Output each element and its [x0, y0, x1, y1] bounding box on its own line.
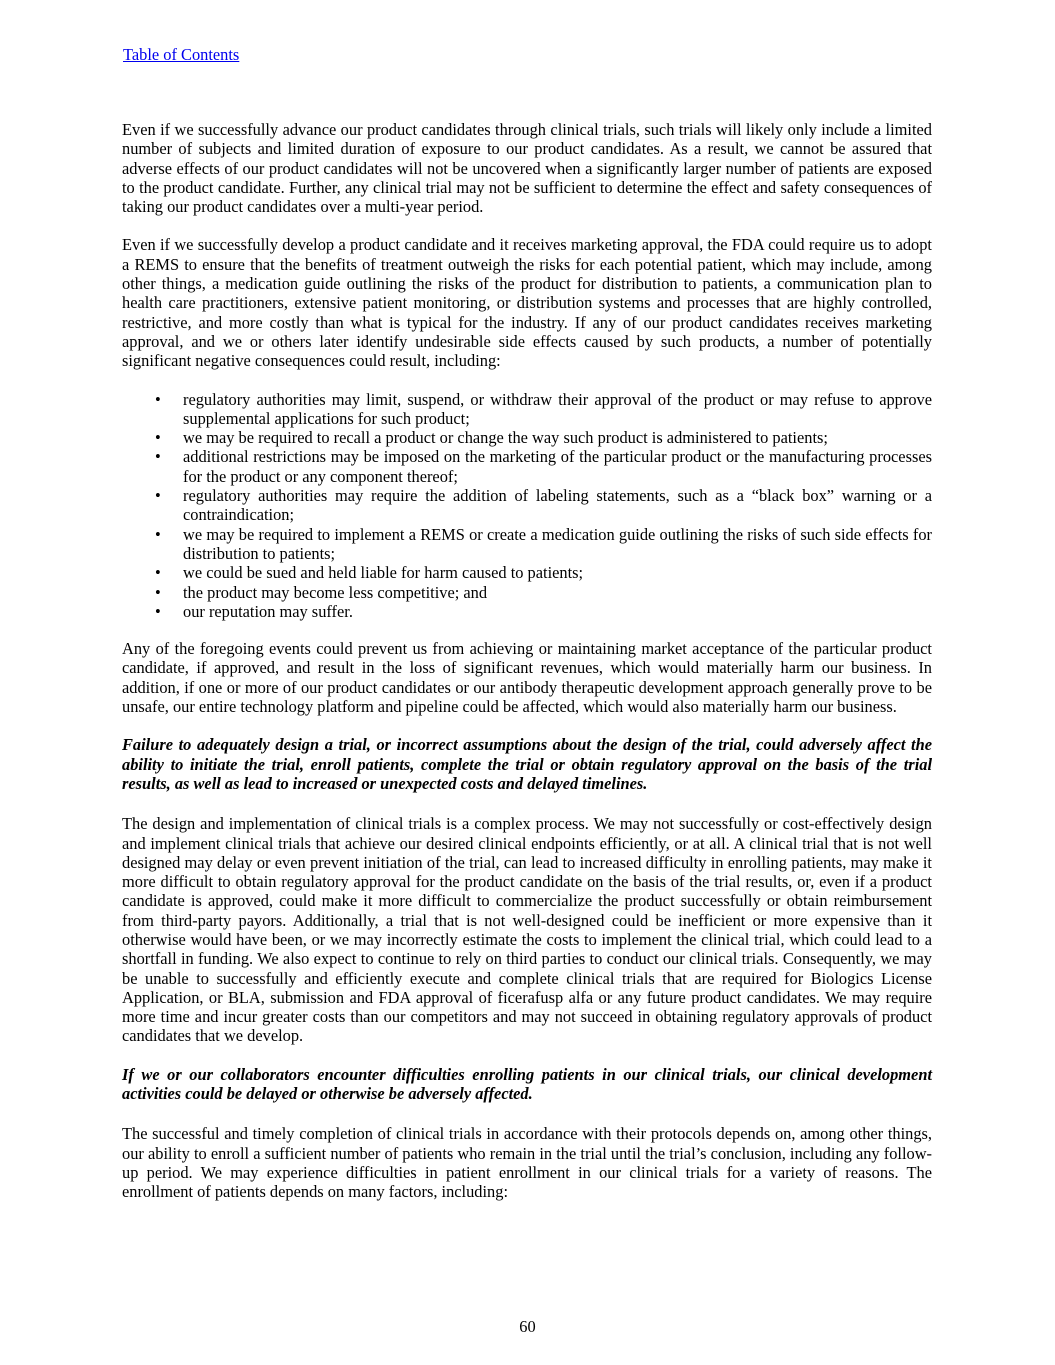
risk-factor-heading-trial-design: Failure to adequately design a trial, or incorrect assumptions about the design of the trial, could adversely affect the ability to initiate the trial, enroll patients, complete the trial or obtain regulatory approval on the basis of the trial results, as well as lead to increased or unexpected costs and delayed timelines.	[122, 735, 932, 793]
bullet-text: we could be sued and held liable for harm caused to patients;	[183, 563, 584, 583]
bullet-icon: •	[155, 486, 161, 506]
bullet-icon: •	[155, 524, 161, 544]
bullet-text: regulatory authorities may require the addition of labeling statements, such as a “black box” warning or a contraindication;	[183, 486, 932, 525]
bullet-list-negative-consequences	[122, 390, 932, 622]
bullet-text: our reputation may suffer.	[183, 601, 353, 621]
bullet-icon: •	[155, 428, 161, 448]
list-item	[122, 583, 932, 602]
bullet-icon: •	[155, 582, 161, 602]
bullet-icon: •	[155, 389, 161, 409]
bullet-text: regulatory authorities may limit, suspend, or withdraw their approval of the product or may refuse to approve supplemental applications for such product;	[183, 389, 932, 428]
bullet-text: we may be required to recall a product or change the way such product is administered to patients;	[183, 428, 828, 448]
page-number: 60	[519, 1317, 536, 1336]
list-item	[122, 486, 932, 525]
bullet-text: the product may become less competitive; and	[183, 582, 488, 602]
paragraph-rems-requirements: Even if we successfully develop a product candidate and it receives marketing approval, the FDA could require us to adopt a REMS to ensure that the benefits of treatment outweigh the risks for each potential patient, which may include, among other things, a medication guide outlining the risks of the product for distribution to patients, a communication plan to health care practitioners, extensive patient monitoring, or distribution systems and processes that are highly controlled, restrictive, and more costly than what is typical for the industry. If any of our product candidates receives marketing approval, and we or others later identify undesirable side effects caused by such products, a number of potentially significant negative consequences could result, including:	[122, 235, 932, 371]
list-item	[122, 447, 932, 486]
bullet-icon: •	[155, 601, 161, 621]
paragraph-clinical-trial-exposure: Even if we successfully advance our product candidates through clinical trials, such trials will likely only include a limited number of subjects and limited duration of exposure to our product candidates. As a result, we cannot be assured that adverse effects of our product candidates will not be uncovered when a significantly larger number of patients are exposed to the product candidate. Further, any clinical trial may not be sufficient to determine the effect and safety consequences of taking our product candidates over a multi-year period.	[122, 120, 932, 217]
list-item	[122, 602, 932, 621]
list-item	[122, 428, 932, 447]
paragraph-foregoing-events: Any of the foregoing events could prevent us from achieving or maintaining market acceptance of the particular product candidate, if approved, and result in the loss of significant revenues, which would materially harm our business. In addition, if one or more of our product candidates or our antibody therapeutic development approach generally prove to be unsafe, our entire technology platform and pipeline could be affected, which would also materially harm our business.	[122, 639, 932, 717]
bullet-icon: •	[155, 447, 161, 467]
bullet-icon: •	[155, 563, 161, 583]
bullet-text: we may be required to implement a REMS or create a medication guide outlining the risks of such side effects for distribution to patients;	[183, 524, 932, 563]
list-item	[122, 390, 932, 429]
paragraph-enrollment-details: The successful and timely completion of clinical trials in accordance with their protocols depends on, among other things, our ability to enroll a sufficient number of patients who remain in the trial until the trial’s conclusion, including any follow-up period. We may experience difficulties in patient enrollment in our clinical trials for a variety of reasons. The enrollment of patients depends on many factors, including:	[122, 1124, 932, 1202]
table-of-contents-link[interactable]: Table of Contents	[123, 45, 240, 64]
risk-factor-heading-enrollment: If we or our collaborators encounter difficulties enrolling patients in our clinical trials, our clinical development activities could be delayed or otherwise be adversely affected.	[122, 1064, 932, 1104]
document-body	[122, 120, 932, 1221]
paragraph-trial-design-details: The design and implementation of clinical trials is a complex process. We may not successfully or cost-effectively design and implement clinical trials that achieve our desired clinical endpoints efficiently, or at all. A clinical trial that is not well designed may delay or even prevent initiation of the trial, can lead to increased difficulty in enrolling patients, may make it more difficult to obtain regulatory approval for the product candidate on the basis of the trial results, or, even if a product candidate is approved, could make it more difficult to commercialize the product successfully or obtain reimbursement from third-party payors. Additionally, a trial that is not well-designed could be inefficient or more expensive than it otherwise would have been, or we may incorrectly estimate the costs to implement the clinical trial, which could lead to a shortfall in funding. We also expect to continue to rely on third parties to conduct our clinical trials. Consequently, we may be unable to successfully and efficiently execute and complete clinical trials that are required for Biologics License Application, or BLA, submission and FDA approval of ficerafusp alfa or any future product candidates. We may require more time and incur greater costs than our competitors and may not succeed in obtaining regulatory approvals of product candidates that we develop.	[122, 814, 932, 1046]
list-item	[122, 525, 932, 564]
list-item	[122, 563, 932, 582]
bullet-text: additional restrictions may be imposed on the marketing of the particular product or the manufacturing processes for the product or any component thereof;	[183, 447, 932, 486]
